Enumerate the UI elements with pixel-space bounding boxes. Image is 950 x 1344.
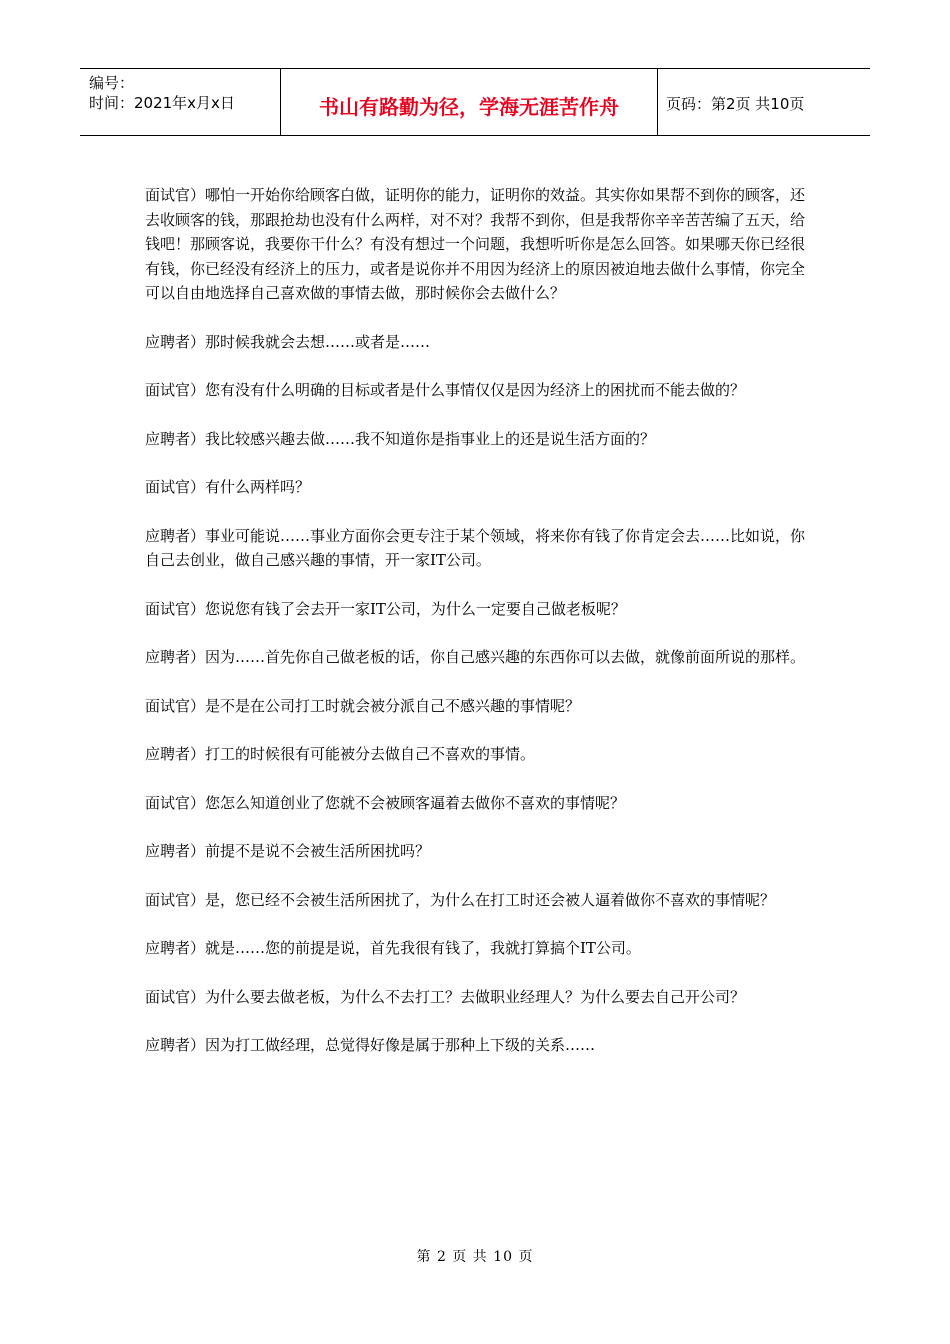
date-label: 时间：2021年x月x日 (89, 94, 235, 112)
dialogue-paragraph: 应聘者）打工的时候很有可能被分去做自己不喜欢的事情。 (145, 745, 536, 763)
dialogue-paragraph: 应聘者）那时候我就会去想……或者是…… (145, 332, 431, 351)
dialogue-paragraph: 面试官）您有没有什么明确的目标或者是什么事情仅仅是因为经济上的困扰而不能去做的？ (145, 381, 746, 399)
dialogue-paragraph: 面试官）为什么要去做老板，为什么不去打工？去做职业经理人？为什么要去自己开公司？ (145, 987, 746, 1006)
header-motto: 书山有路勤为径，学海无涯苦作舟 (281, 69, 658, 135)
dialogue-paragraph: 面试官）您怎么知道创业了您就不会被顾客逼着去做你不喜欢的事情呢？ (145, 793, 626, 812)
dialogue-paragraph: 应聘者）前提不是说不会被生活所困扰吗？ (145, 842, 431, 860)
dialogue-paragraph: 面试官）您说您有钱了会去开一家IT公司，为什么一定要自己做老板呢？ (145, 599, 626, 618)
document-body (145, 183, 807, 1082)
header-meta (80, 69, 281, 135)
page-footer: 第 2 页 共 10 页 (416, 1249, 534, 1265)
dialogue-paragraph: 应聘者）因为打工做经理，总觉得好像是属于那种上下级的关系…… (145, 1036, 596, 1054)
number-label: 编号： (89, 74, 135, 92)
dialogue-paragraph: 应聘者）事业可能说……事业方面你会更专注于某个领域，将来你有钱了你肯定会去……比如说，你自己去创业，做自己感兴趣的事情，开一家IT公司。 (145, 526, 806, 569)
page-header (80, 68, 870, 136)
dialogue-paragraph: 面试官）是，您已经不会被生活所困扰了，为什么在打工时还会被人逼着做你不喜欢的事情呢？ (145, 890, 776, 909)
dialogue-paragraph: 应聘者）因为……首先你自己做老板的话，你自己感兴趣的东西你可以去做，就像前面所说的那样。 (145, 648, 806, 666)
dialogue-paragraph: 应聘者）就是……您的前提是说，首先我很有钱了，我就打算搞个IT公司。 (145, 939, 641, 957)
dialogue-paragraph: 面试官）是不是在公司打工时就会被分派自己不感兴趣的事情呢？ (145, 696, 581, 715)
dialogue-paragraph: 应聘者）我比较感兴趣去做……我不知道你是指事业上的还是说生活方面的？ (145, 429, 656, 448)
dialogue-paragraph: 面试官）有什么两样吗？ (145, 478, 311, 496)
header-page-info: 页码：第2页 共10页 (666, 95, 805, 113)
dialogue-paragraph: 面试官）哪怕一开始你给顾客白做，证明你的能力，证明你的效益。其实你如果帮不到你的顾客，还去收顾客的钱，那跟抢劫也没有什么两样，对不对？我帮不到你，但是我帮你辛辛苦苦编了五天，给钱吧！那顾客说，我要你干什么？有没有想过一个问题，我想听听你是怎么回答。如果哪天你已经很有钱，你已经没有经济上的压力，或者是说你并不用因为经济上的原因被迫地去做什么事情，你完全可以自由地选择自己喜欢做的事情去做，那时候你会去做什么？ (145, 186, 806, 302)
